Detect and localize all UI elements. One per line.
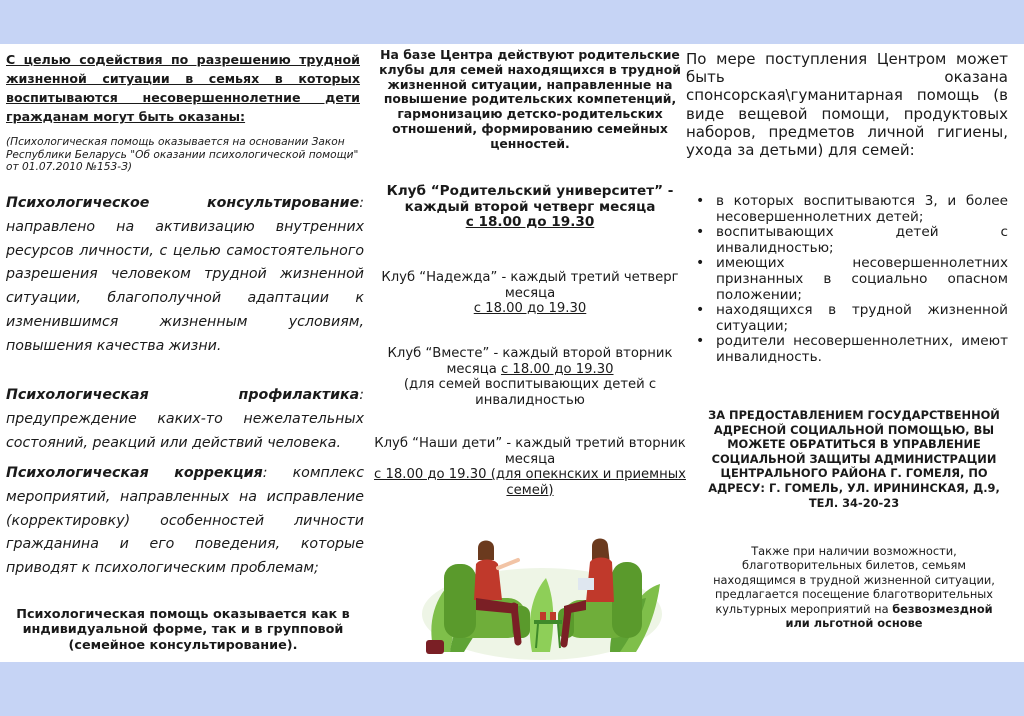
bottom-band — [0, 662, 1024, 716]
club-vmeste — [372, 346, 688, 408]
prevention-title: Психологическая профилактика — [6, 387, 360, 403]
club3-name: Клуб “Вместе” - каждый второй вторник месяца — [387, 346, 673, 377]
clubs-intro: На базе Центра действуют родительские клубы для семей находящихся в трудной жизненной ситуации, направленные на повышение родительских компетенций, гармонизацию детско-родительских отношений, формированию семейных ценностей. — [379, 47, 681, 151]
charity-tickets-note — [704, 544, 1004, 630]
club1-name: Клуб “Родительский университет” - каждый второй четверг месяца — [386, 183, 674, 215]
tickets-bold: безвозмездной или льготной основе — [785, 601, 993, 631]
club-nashi-deti — [372, 436, 688, 498]
consulting-paragraph — [6, 192, 364, 359]
correction-text: : комплекс мероприятий, направленных на исправление (корректировку) особенностей личности гражданина и его поведения, которые приводят к психологическим проблемам; — [6, 465, 364, 577]
club2-name: Клуб “Надежда” - каждый третий четверг месяца — [381, 270, 679, 301]
club-nadezhda — [372, 270, 688, 317]
law-note: (Психологическая помощь оказывается на основании Закон Республики Беларусь "Об оказании психологической помощи" от 01.07.2010 №153-З) — [6, 136, 359, 174]
correction-paragraph — [6, 462, 364, 581]
list-item: • находящихся в трудной жизненной ситуации; — [686, 303, 1008, 334]
social-protection-contact: ЗА ПРЕДОСТАВЛЕНИЕМ ГОСУДАРСТВЕННОЙ АДРЕСНОЙ СОЦИАЛЬНОЙ ПОМОЩЬЮ, ВЫ МОЖЕТЕ ОБРАТИТЬСЯ В УПРАВЛЕНИЕ СОЦИАЛЬНОЙ ЗАЩИТЫ АДМИНИСТРАЦИИ ЦЕНТРАЛЬНОГО РАЙОНА Г. ГОМЕЛЯ, ПО АДРЕСУ: Г. ГОМЕЛЬ, УЛ. ИРИНИНСКАЯ, Д.9, ТЕЛ. 34-20-23 — [708, 408, 1000, 510]
consulting-text: : направлено на активизацию внутренних ресурсов личности, с целью самостоятельного разрешения человеком трудной жизненной ситуации, благополучной адаптации к изменившимся жизненным условиям, повышения качества жизни. — [6, 195, 364, 354]
aid-intro: По мере поступления Центром может быть оказана спонсорская\гуманитарная помощь (в виде вещевой помощи, продуктовых наборов, предметов личной гигиены, ухода за детьми) для семей: — [686, 50, 1008, 160]
top-band — [0, 0, 1024, 44]
club2-time: с 18.00 до 19.30 — [473, 301, 587, 316]
club4-name: Клуб “Наши дети” - каждый третий вторник месяца — [374, 436, 686, 467]
club-parent-university — [372, 184, 688, 231]
help-format-note: Психологическая помощь оказывается как в индивидуальной форме, так и в групповой (семейное консультирование). — [16, 607, 350, 653]
prevention-paragraph — [6, 384, 364, 455]
tickets-text: Также при наличии возможности, благотворительных билетов, семьям находящимся в трудной жизненной ситуации, предлагается посещение благотворительных культурных мероприятий на — [713, 544, 995, 616]
club3-note: (для семей воспитывающих детей с инвалидностью — [403, 377, 657, 408]
brochure-sheet — [0, 44, 1024, 662]
club1-time: с 18.00 до 19.30 — [465, 214, 595, 230]
correction-title: Психологическая коррекция — [6, 465, 263, 481]
family-categories-list — [686, 194, 1008, 366]
consulting-title: Психологическое консультирование — [6, 195, 360, 211]
club4-time: с 18.00 до 19.30 (для опекнских и приемных семей) — [374, 467, 686, 498]
psychologist-session-illustration — [414, 502, 670, 662]
list-item: • воспитывающих детей с инвалидностью; — [686, 225, 1008, 256]
club3-time: с 18.00 до 19.30 — [500, 361, 614, 377]
prevention-text: : предупреждение каких-то нежелательных состояний, реакций или действий человека. — [6, 387, 364, 451]
list-item: • имеющих несовершеннолетних признанных в социально опасном положении; — [686, 256, 1008, 303]
column1-heading: С целью содействия по разрешению трудной жизненной ситуации в семьях в которых воспитываются несовершеннолетние дети гражданам могут быть оказаны: — [6, 52, 360, 124]
list-item: • в которых воспитываются 3, и более несовершеннолетних детей; — [686, 194, 1008, 225]
list-item: • родители несовершеннолетних, имеют инвалидность. — [686, 334, 1008, 365]
